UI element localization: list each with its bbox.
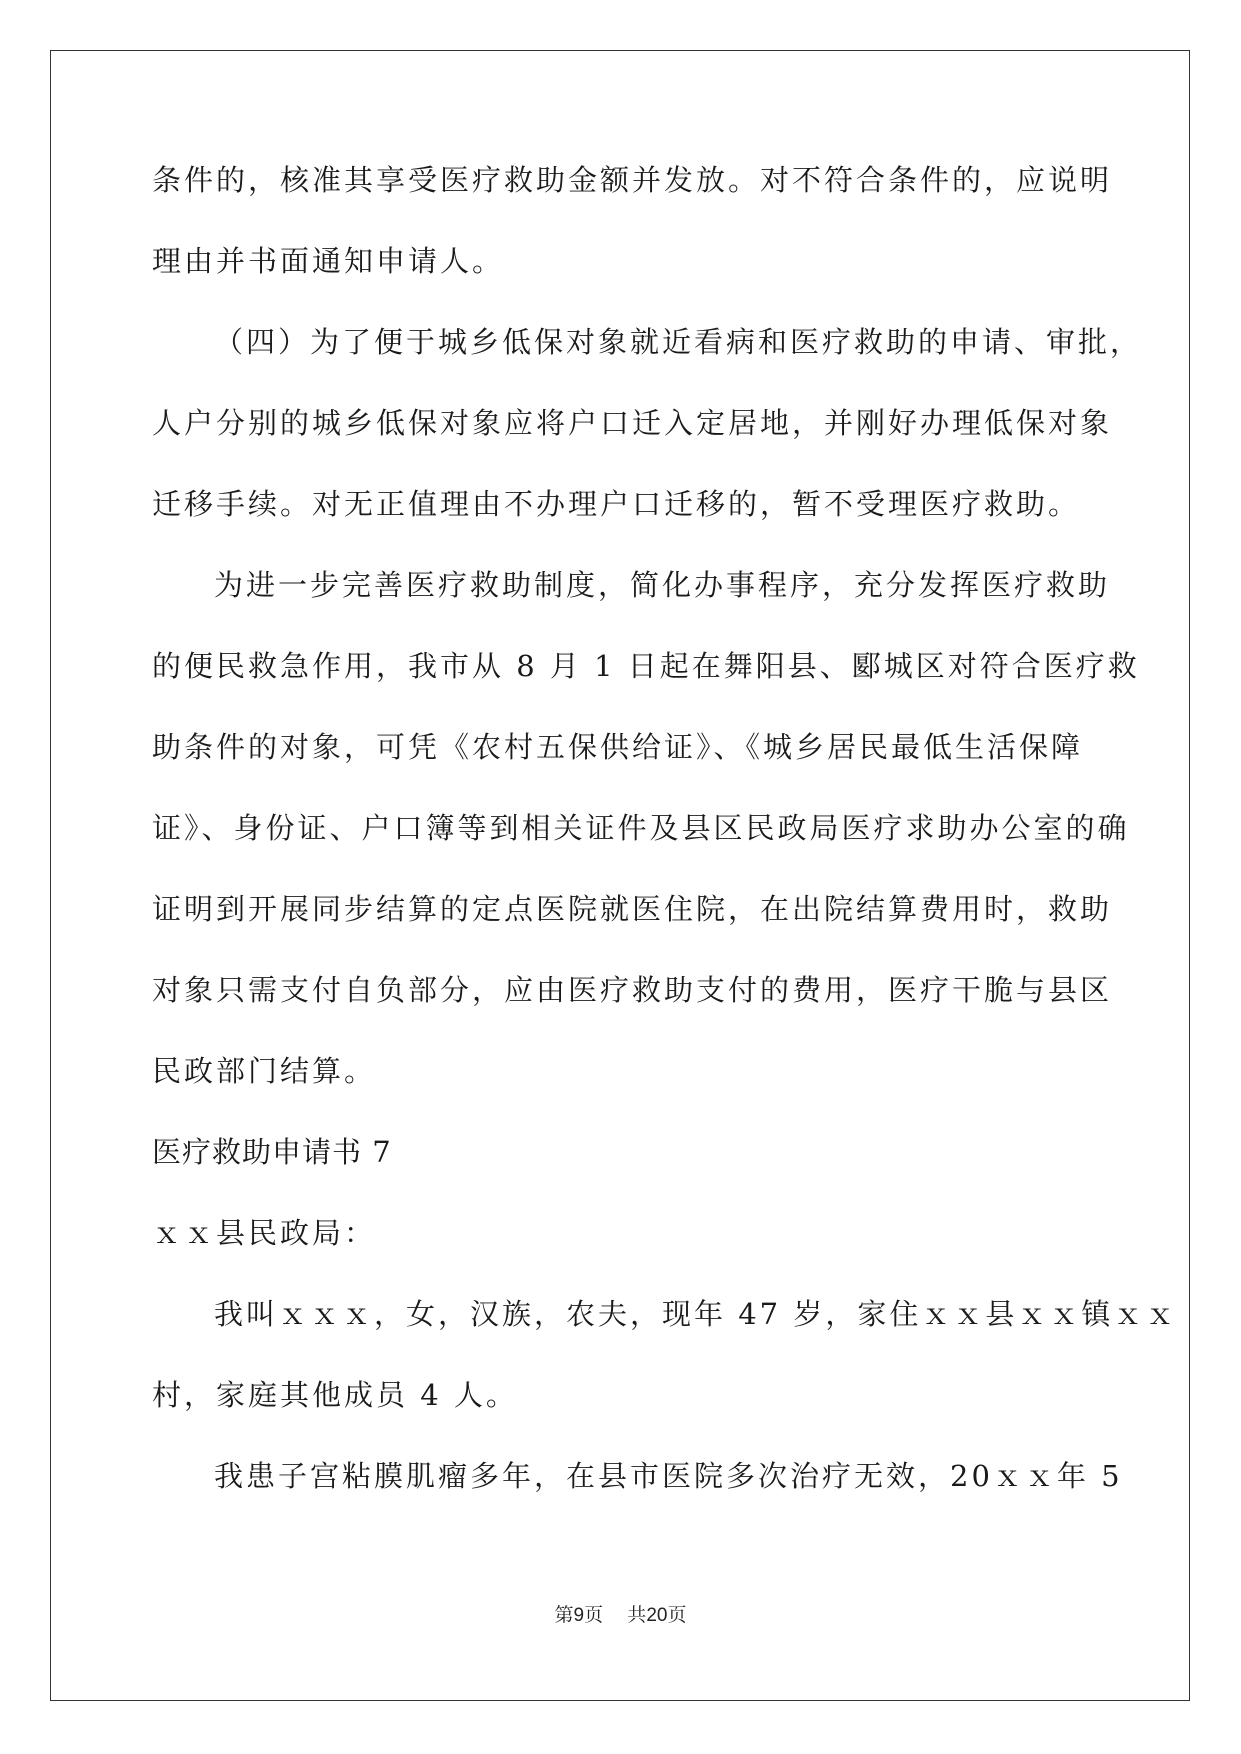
paragraph-line: 的便民救急作用，我市从 8 月 1 日起在舞阳县、郾城区对符合医疗救 bbox=[152, 649, 1140, 683]
paragraph-line: 证明到开展同步结算的定点医院就医住院，在出院结算费用时，救助 bbox=[152, 892, 1113, 926]
paragraph-line: 理由并书面通知申请人。 bbox=[152, 244, 505, 278]
paragraph-line: 条件的，核准其享受医疗救助金额并发放。对不符合条件的，应说明 bbox=[152, 163, 1113, 197]
paragraph-line: 对象只需支付自负部分，应由医疗救助支付的费用，医疗干脆与县区 bbox=[152, 973, 1113, 1007]
paragraph-line: （四）为了便于城乡低保对象就近看病和医疗救助的申请、审批， bbox=[214, 325, 1143, 359]
paragraph-line: 助条件的对象，可凭《农村五保供给证》、《城乡居民最低生活保障 bbox=[152, 730, 1084, 764]
paragraph-line: 证》、身份证、户口簿等到相关证件及县区民政局医疗求助办公室的确 bbox=[152, 811, 1130, 845]
paragraph-line: 村，家庭其他成员 4 人。 bbox=[152, 1378, 518, 1412]
paragraph-line: 我患子宫粘膜肌瘤多年，在县市医院多次治疗无效，20ｘｘ年 5 bbox=[214, 1459, 1123, 1493]
document-body bbox=[152, 160, 1178, 1537]
salutation-line: ｘｘ县民政局： bbox=[152, 1216, 377, 1250]
total-pages: 20 bbox=[646, 1605, 668, 1626]
paragraph-line: 为进一步完善医疗救助制度，简化办事程序，充分发挥医疗救助 bbox=[214, 568, 1111, 602]
section-heading: 医疗救助申请书 7 bbox=[152, 1135, 392, 1169]
paragraph-line: 民政部门结算。 bbox=[152, 1054, 377, 1088]
paragraph-line: 我叫ｘｘｘ，女，汉族，农夫，现年 47 岁，家住ｘｘ县ｘｘ镇ｘｘ bbox=[214, 1297, 1178, 1331]
page-prefix: 第 bbox=[554, 1604, 574, 1626]
paragraph-line: 迁移手续。对无正值理由不办理户口迁移的，暂不受理医疗救助。 bbox=[152, 487, 1081, 521]
total-prefix: 共 bbox=[627, 1604, 647, 1626]
page-suffix: 页 bbox=[584, 1604, 604, 1626]
paragraph-line: 人户分别的城乡低保对象应将户口迁入定居地，并刚好办理低保对象 bbox=[152, 406, 1113, 440]
total-suffix: 页 bbox=[667, 1604, 687, 1626]
page-number: 9 bbox=[573, 1605, 585, 1626]
page-footer bbox=[0, 1600, 1241, 1627]
